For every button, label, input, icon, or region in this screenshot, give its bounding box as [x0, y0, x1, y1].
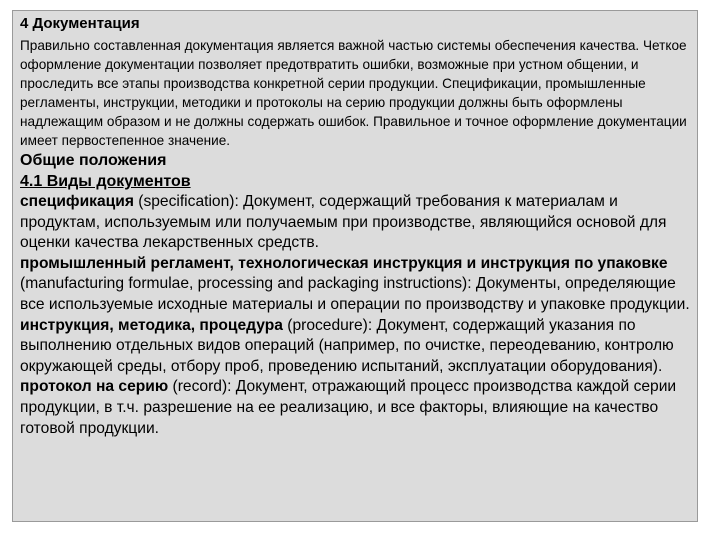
term-definition: : Документы, определяющие все используемые исходные материалы и операции по производству и упаковке продукции. — [20, 275, 690, 313]
document-slide — [12, 10, 698, 522]
term-english: (specification) — [133, 193, 235, 210]
term-definition: : Документ, отражающий процесс производства каждой серии продукции, в т.ч. разрешение на ее реализацию, и все факторы, влияющие на качество готовой продукции. — [20, 378, 677, 437]
intro-paragraph: Правильно составленная документация является важной частью системы обеспечения качества. Четкое оформление документации позволяет предотвратить ошибки, возможные при устном общении, и проследить все этапы производства конкретной серии продукции. Спецификации, промышленные регламенты, инструкции, методики и протоколы на серию продукции должны быть оформлены надлежащим образом и не должны содержать ошибок. Правильное и точное оформление документации имеет первостепенное значение. — [20, 38, 687, 148]
section-title: 4 Документация — [20, 15, 140, 32]
term-definition: : Документ, содержащий требования к материалам и продуктам, используемым или получаемым при производстве, являющийся основой для оценки качества лекарственных средств. — [20, 193, 667, 252]
term-manufacturing-formulae — [20, 254, 691, 316]
term-name: спецификация — [20, 193, 134, 210]
term-name: промышленный регламент, технологическая инструкция и инструкция по упаковке — [20, 254, 668, 272]
term-procedure — [20, 316, 691, 378]
term-name: протокол на серию — [20, 378, 169, 396]
term-english: (procedure) — [282, 316, 368, 334]
general-heading: Общие положения — [20, 152, 167, 169]
term-name: инструкция, методика, процедура — [20, 316, 283, 334]
term-english: (manufacturing formulae, processing and packaging instructions) — [20, 275, 468, 293]
term-specification — [20, 192, 691, 254]
term-definition: : Документ, содержащий указания по выполнению отдельных видов операций (например, по очистке, переодеванию, контролю окружающей среды, отбору проб, проведению испытаний, эксплуатации оборудования). — [20, 316, 674, 375]
document-types-subheading: 4.1 Виды документов — [20, 173, 191, 190]
term-english: (record) — [168, 378, 228, 396]
term-batch-record — [20, 377, 691, 439]
